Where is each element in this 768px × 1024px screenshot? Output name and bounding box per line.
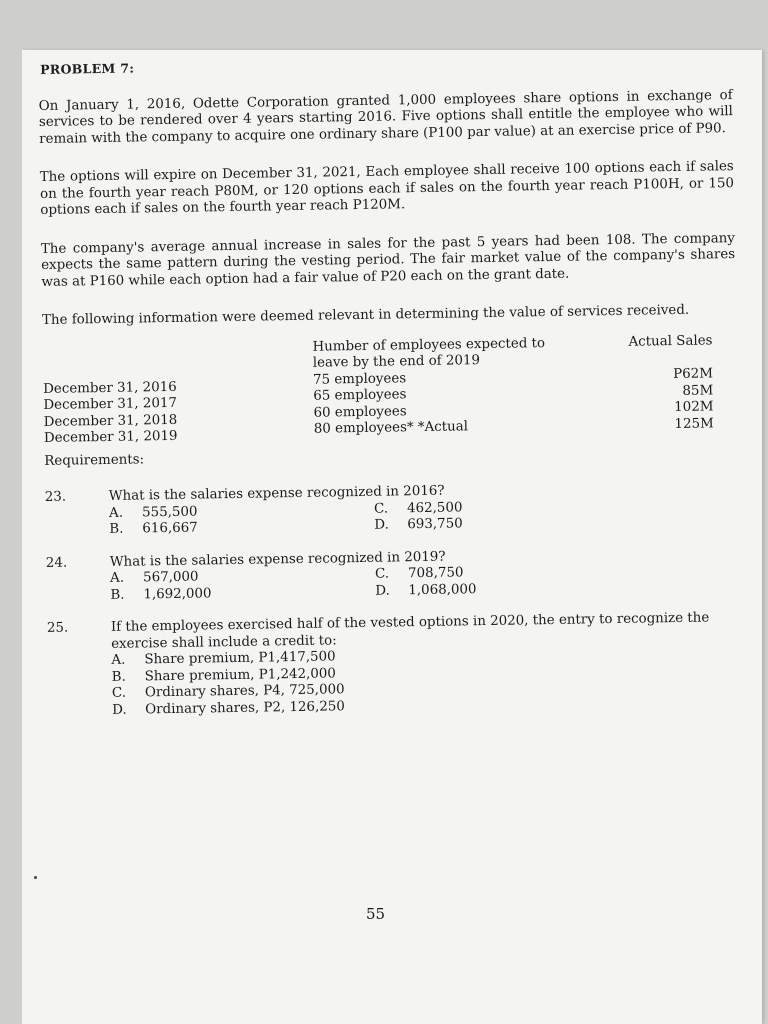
paragraph-expiry: The options will expire on December 31, 2021, Each employee shall receive 100 options each if sales on the fourth year reach P80M, or 120 options each if sales on the fourth year reach P100H, or 150 options each if sales on the fourth year reach P120M. [39, 159, 735, 218]
question-body [109, 479, 740, 538]
employees-cell: 75 employees [312, 370, 407, 388]
choice-letter: D. [374, 517, 389, 533]
choice-text: 616,667 [142, 520, 198, 537]
paragraph-info: The following information were deemed relevant in determining the value of services received. [41, 302, 690, 328]
choice-text: 462,500 [406, 499, 463, 516]
question-body [111, 610, 742, 719]
choice-letter: D. [112, 702, 127, 718]
sales-cell: 102M [674, 399, 714, 416]
employees-header: Humber of employees expected to [312, 335, 546, 355]
choice [375, 580, 575, 600]
page-content [38, 51, 743, 736]
choice-text: 555,500 [141, 504, 198, 520]
question-text: If the employees exercised half of the vested options in 2020, the entry to recognize the exercise shall include a credit to: [110, 610, 710, 652]
sales-column [562, 333, 714, 435]
question-number: 25. [46, 620, 69, 636]
question-23 [45, 479, 740, 539]
problem-title: PROBLEM 7: [39, 60, 135, 77]
question-24 [46, 545, 741, 605]
choice-text: 693,750 [407, 516, 463, 533]
choice-letter: B. [111, 669, 126, 685]
choice [109, 518, 374, 539]
question-25 [47, 610, 742, 720]
question-text: What is the salaries expense recognized in 2016? [108, 483, 445, 504]
choice-text: Ordinary shares, P2, 126,250 [145, 698, 345, 717]
choice-letter: B. [109, 521, 124, 537]
employees-cell: 80 employees* *Actual [313, 419, 469, 437]
employees-header-line2: leave by the end of 2019 [312, 353, 481, 371]
choice-letter: D. [375, 583, 390, 599]
question-number: 23. [44, 489, 67, 505]
speck-mark [34, 876, 37, 879]
choice-letter: C. [374, 566, 390, 582]
page-sheet [22, 50, 762, 1024]
choice [374, 515, 574, 535]
sales-cell: P62M [673, 366, 714, 383]
date-cell: December 31, 2016 [43, 379, 177, 397]
sales-cell: 85M [682, 382, 714, 399]
question-text: What is the salaries expense recognized in 2019? [109, 549, 446, 570]
employees-column [312, 336, 546, 439]
choice-letter: A. [108, 505, 124, 521]
date-cell: December 31, 2019 [43, 428, 178, 446]
sales-header: Actual Sales [628, 332, 713, 350]
choice-text: 708,750 [407, 565, 464, 582]
choice-letter: A. [111, 652, 126, 668]
choice-letter: A. [110, 570, 125, 586]
paragraph-sales: The company's average annual increase in sales for the past 5 years had been 108. The company expects the same pattern during the vesting period. The fair market value of the company's shares was at P160 while each option had a fair value of P20 each on the grant date. [40, 230, 736, 290]
choice-text: Share premium, P1,417,500 [144, 649, 336, 668]
choice-letter: B. [110, 587, 125, 603]
choice-letter: C. [373, 501, 389, 517]
sales-cell: 125M [674, 415, 714, 432]
question-number: 24. [45, 555, 68, 571]
choice-text: Ordinary shares, P4, 725,000 [144, 682, 345, 701]
requirements-label: Requirements: [44, 451, 145, 469]
question-body [110, 545, 741, 604]
employees-cell: 65 employees [313, 387, 407, 404]
page-number: 55 [366, 905, 386, 923]
choice [110, 583, 375, 604]
date-cell: December 31, 2018 [43, 412, 178, 430]
choice-text: 1,692,000 [143, 585, 212, 602]
date-cell: December 31, 2017 [43, 395, 178, 413]
info-table [42, 332, 737, 446]
paragraph-grant: On January 1, 2016, Odette Corporation granted 1,000 employees share options in exchange of services to be rendered over 4 years starting 2016. Five options shall entitle the employee who will remain with the company to acquire one ordinary share (P100 par value) at an exercise price of P90. [38, 87, 733, 147]
choice-text: 1,068,000 [408, 581, 477, 598]
date-column [43, 379, 178, 447]
choice-text: Share premium, P1,242,000 [144, 665, 337, 684]
employees-cell: 60 employees [313, 403, 407, 421]
choice-letter: C. [111, 685, 127, 701]
choice-text: 567,000 [142, 569, 199, 586]
